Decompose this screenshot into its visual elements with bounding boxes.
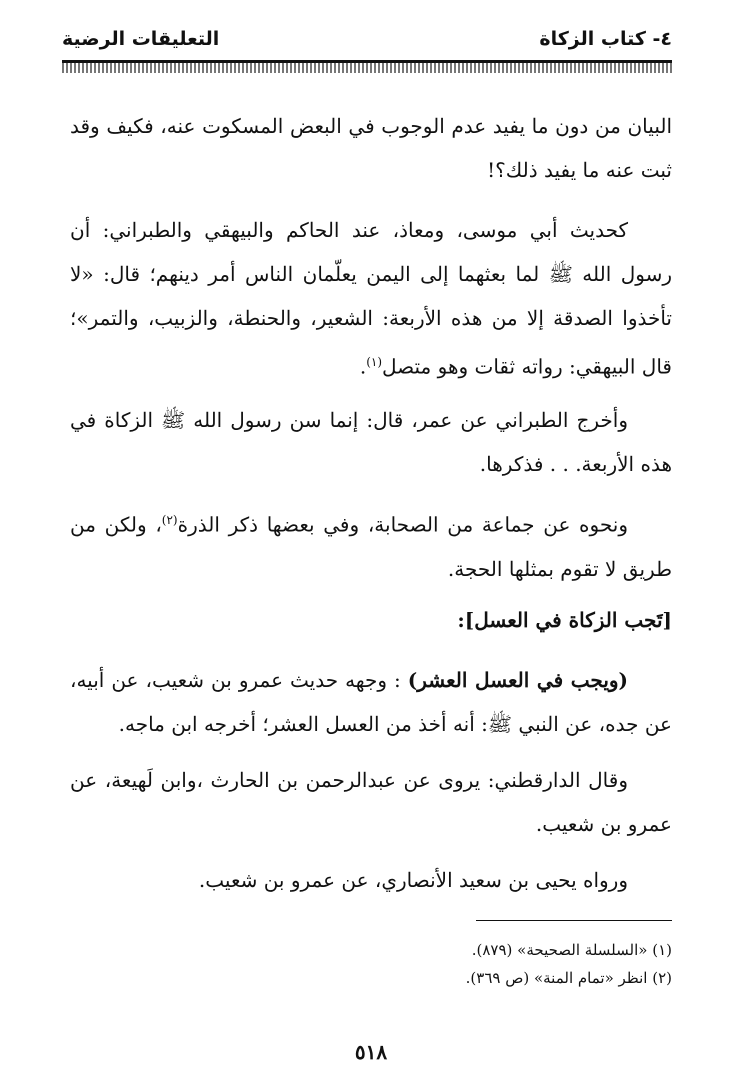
footnote-1: (١) «السلسلة الصحيحة» (٨٧٩). — [471, 941, 672, 959]
footnote-2: (٢) انظر «تمام المنة» (ص ٣٦٩). — [465, 969, 672, 987]
footnote-rule — [476, 920, 672, 921]
paragraph-6-rest: : وجهه حديث عمرو بن شعيب، عن أبيه، عن جده، عن النبي ﷺ: أنه أخذ من العسل العشر؛ أخرجه ابن ماجه. — [70, 668, 672, 736]
paragraph-6 — [70, 658, 672, 746]
paragraph-4-text: ونحوه عن جماعة من الصحابة، وفي بعضها ذكر الذرة — [177, 512, 628, 537]
chapter-title: ٤- كتاب الزكاة — [539, 28, 672, 50]
footnote-ref-2[interactable]: (٢) — [161, 513, 178, 527]
paragraph-2-end: . — [359, 354, 367, 379]
paragraph-3: وأخرج الطبراني عن عمر، قال: إنما سن رسول الله ﷺ الزكاة في هذه الأربعة. . . فذكرها. — [70, 408, 672, 476]
paragraph-4-rest: ، ولكن من طريق لا تقوم بمثلها الحجة. — [70, 512, 672, 581]
section-heading: [تَجب الزكاة في العسل]: — [457, 608, 672, 632]
paragraph-7: وقال الدارقطني: يروى عن عبدالرحمن بن الحارث ،وابن لَهيعة، عن عمرو بن شعيب. — [70, 768, 672, 836]
header-rule — [62, 60, 672, 73]
running-header — [62, 28, 672, 56]
paragraph-8: ورواه يحيى بن سعيد الأنصاري، عن عمرو بن شعيب. — [198, 868, 628, 892]
paragraph-2-text: كحديث أبي موسى، ومعاذ، عند الحاكم والبيهقي والطبراني: أن رسول الله ﷺ لما بعثهما إلى اليمن يعلّمان الناس أمر دينهم؛ قال: «لا تأخذوا الصدقة إلا من هذه الأربعة: الشعير، والحنطة، والزبيب، والتمر»؛ قال البيهقي: رواته ثقات وهو متصل — [70, 218, 672, 379]
book-title: التعليقات الرضية — [62, 28, 220, 50]
page-number: ٥١٨ — [354, 1040, 388, 1064]
paragraph-1: البيان من دون ما يفيد عدم الوجوب في البعض المسكوت عنه، فكيف وقد ثبت عنه ما يفيد ذلك؟! — [70, 114, 672, 182]
paragraph-2 — [70, 208, 672, 389]
paragraph-6-matn: (ويجب في العسل العشر) — [407, 668, 629, 692]
paragraph-4 — [70, 498, 672, 591]
footnote-ref-1[interactable]: (١) — [366, 355, 383, 369]
